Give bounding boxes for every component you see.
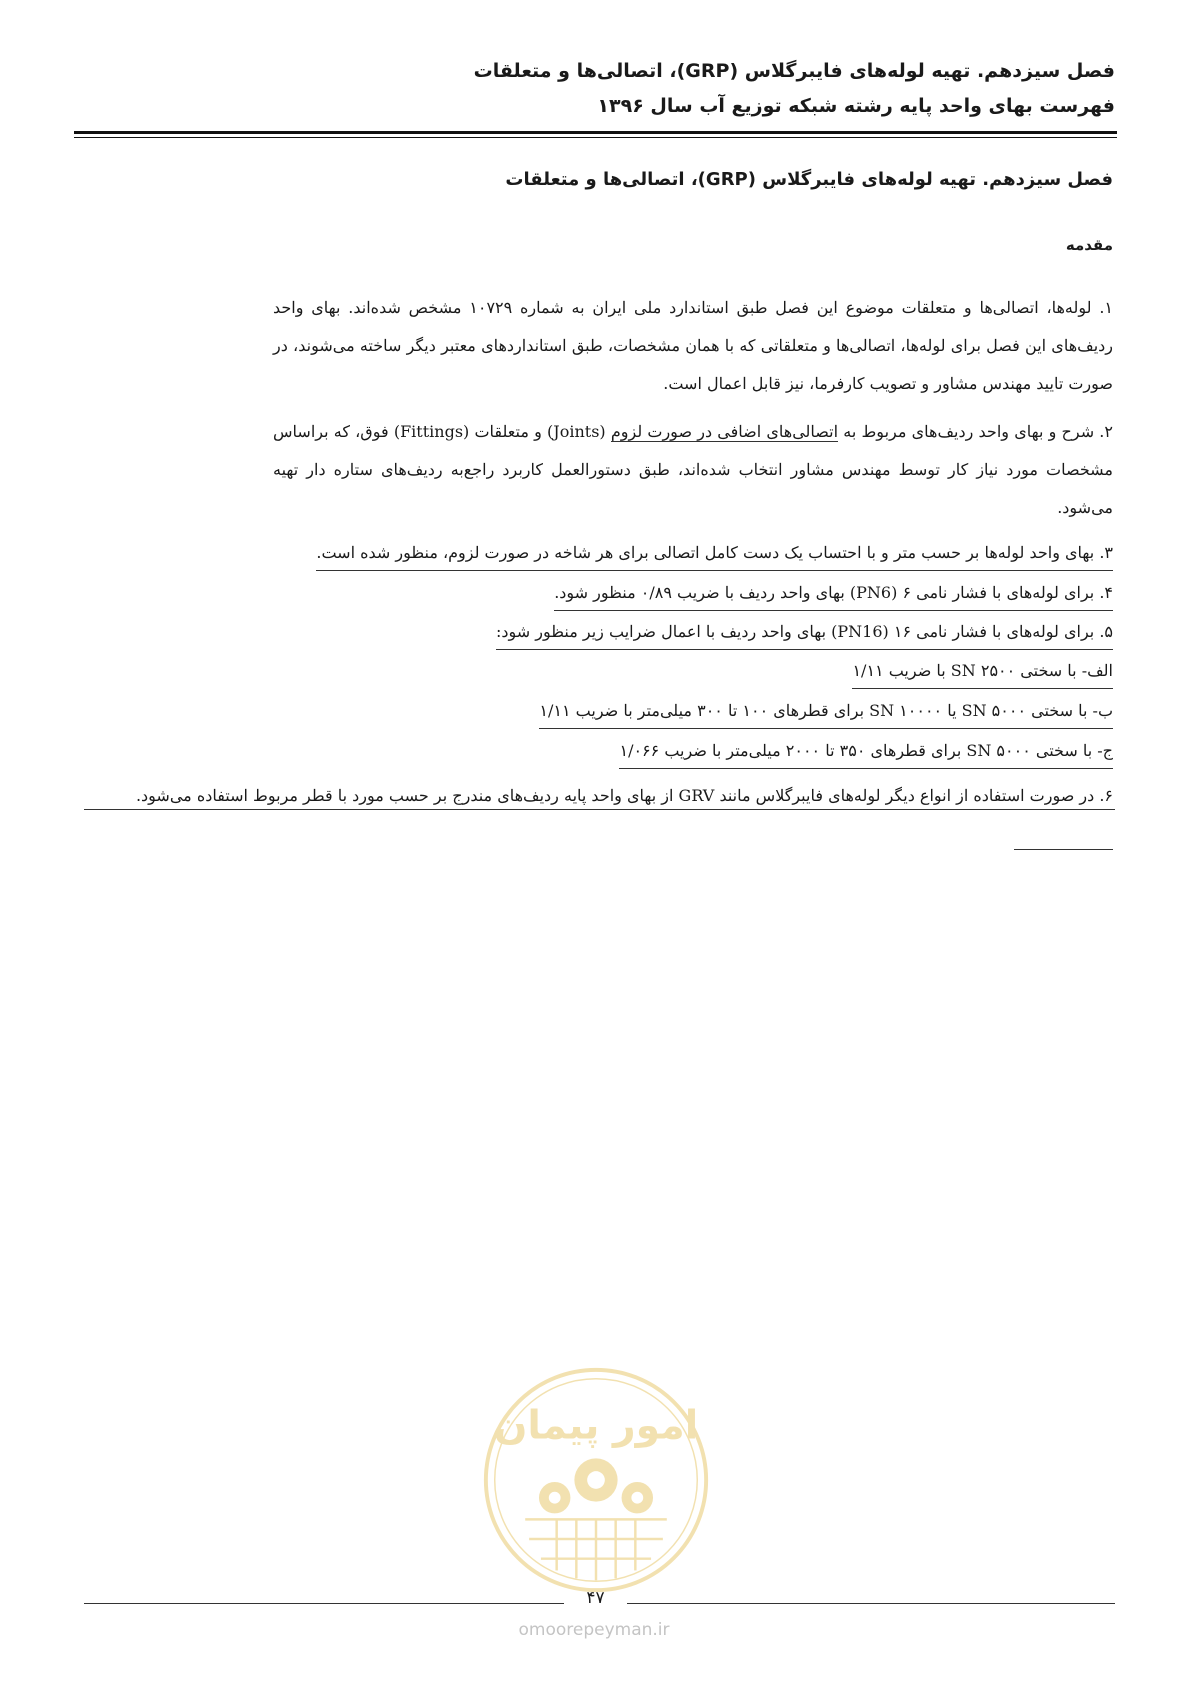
- item-5-sub-b: ب- با سختی SN ۵۰۰۰ یا SN ۱۰۰۰۰ برای قطرهای ۱۰۰ تا ۳۰۰ میلی‌متر با ضریب ۱/۱۱: [539, 696, 1113, 729]
- item-2-text-start: ۲. شرح و بهای واحد ردیف‌های مربوط به: [838, 422, 1113, 441]
- item-3: ۳. بهای واحد لوله‌ها بر حسب متر و با احتساب یک دست کامل اتصالی برای هر شاخه در صورت لزوم، منظور شده است.: [316, 538, 1113, 571]
- stamp-lettering: امور پیمان: [493, 1402, 699, 1449]
- item-6-underline-end: [1014, 849, 1113, 850]
- item-2-underlined-phrase: اتصالی‌های اضافی در صورت لزوم: [610, 422, 839, 441]
- site-watermark-text: omoorepeyman.ir: [518, 1620, 670, 1640]
- item-6-underline: [84, 809, 1115, 810]
- item-5-sub-c: ج- با سختی SN ۵۰۰۰ برای قطرهای ۳۵۰ تا ۲۰۰۰ میلی‌متر با ضریب ۱/۰۶۶: [619, 736, 1113, 769]
- footer-rule-left: [84, 1603, 564, 1604]
- header-rule-thin: [74, 137, 1117, 138]
- page-number: ۴۷: [586, 1588, 605, 1608]
- header-price-list-line: فهرست بهای واحد پایه رشته شبکه توزیع آب سال ۱۳۹۶: [597, 95, 1115, 117]
- header-rule-thick: [74, 131, 1117, 134]
- footer-rule-right: [627, 1603, 1115, 1604]
- item-1: ۱. لوله‌ها، اتصالی‌ها و متعلقات موضوع این فصل طبق استاندارد ملی ایران به شماره ۱۰۷۲۹ مشخص شده‌اند. بهای واحد ردیف‌های این فصل برای لوله‌ها، اتصالی‌ها و متعلقاتی که با همان مشخصات، طبق استانداردهای معتبر دیگر ساخته می‌شوند، در صورت تایید مهندس مشاور و تصویب کارفرما، نیز قابل اعمال است.: [273, 298, 1114, 393]
- item-5-sub-a: الف- با سختی SN ۲۵۰۰ با ضریب ۱/۱۱: [852, 656, 1113, 689]
- item-5: ۵. برای لوله‌های با فشار نامی ۱۶ (PN16) بهای واحد ردیف با اعمال ضرایب زیر منظور شود:: [496, 617, 1113, 650]
- watermark-stamp-logo: [478, 1362, 714, 1598]
- item-6: ۶. در صورت استفاده از انواع دیگر لوله‌های فایبرگلاس مانند GRV از بهای واحد پایه ردیف‌های مندرج بر حسب مورد با قطر مربوط استفاده می‌شود.: [135, 786, 1113, 805]
- chapter-title: فصل سیزدهم. تهیه لوله‌های فایبرگلاس (GRP)، اتصالی‌ها و متعلقات: [505, 169, 1113, 190]
- intro-heading: مقدمه: [1065, 236, 1113, 254]
- item-2-text-end: (Joints) و متعلقات (Fittings) فوق، که براساس مشخصات مورد نیاز کار توسط مهندس مشاور انتخاب شده‌اند، طبق دستورالعمل کاربرد راجع‌به ردیف‌های ستاره دار تهیه می‌شود.: [273, 422, 1113, 517]
- header-chapter-line: فصل سیزدهم. تهیه لوله‌های فایبرگلاس (GRP)، اتصالی‌ها و متعلقات: [473, 60, 1115, 82]
- item-2: [273, 413, 1113, 527]
- item-4: ۴. برای لوله‌های با فشار نامی ۶ (PN6) بهای واحد ردیف با ضریب ۰/۸۹ منظور شود.: [554, 578, 1113, 611]
